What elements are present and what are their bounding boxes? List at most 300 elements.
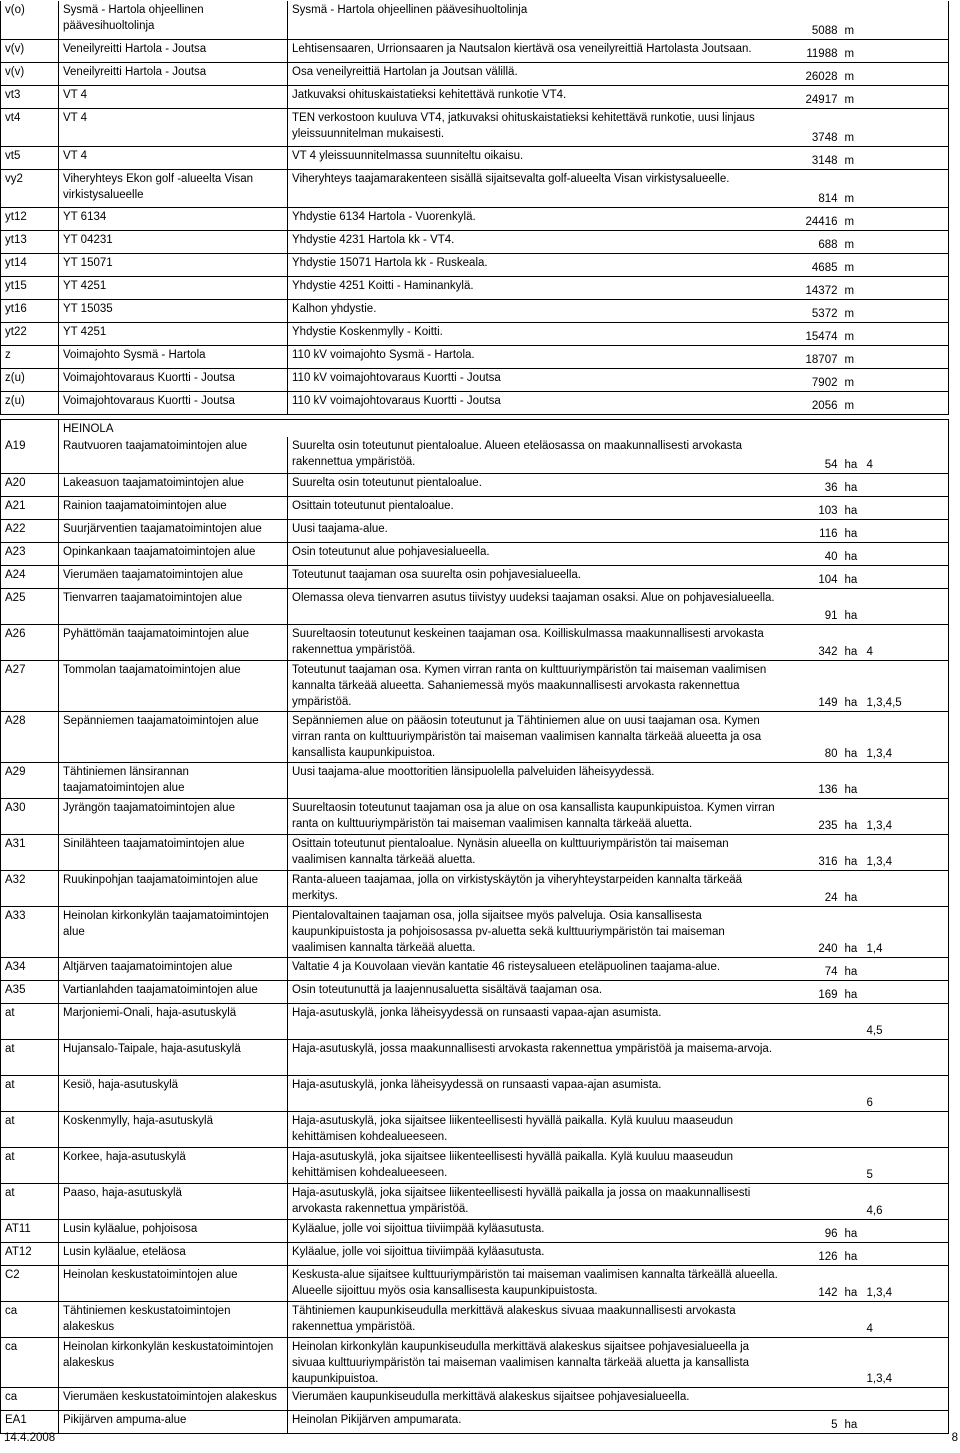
table-row [1, 624, 949, 660]
name-cell: Pyhättömän taajamatoimintojen alue [59, 624, 288, 660]
table-row [1, 870, 949, 906]
unit-cell: m [841, 322, 863, 345]
value-cell [784, 1075, 841, 1111]
code-cell: A31 [1, 834, 59, 870]
name-cell: Voimajohto Sysmä - Hartola [59, 345, 288, 368]
note-cell [863, 1387, 949, 1410]
unit-cell: m [841, 169, 863, 207]
name-cell: Voimajohtovaraus Kuortti - Joutsa [59, 391, 288, 414]
table-row [1, 519, 949, 542]
unit-cell: ha [841, 1242, 863, 1265]
value-cell [784, 1337, 841, 1387]
note-cell: 6 [863, 1075, 949, 1111]
name-cell: Altjärven taajamatoimintojen alue [59, 957, 288, 980]
name-cell: Vierumäen keskustatoimintojen alakeskus [59, 1387, 288, 1410]
value-cell: 15474 [784, 322, 841, 345]
unit-cell: m [841, 391, 863, 414]
name-cell: Paaso, haja-asutuskylä [59, 1183, 288, 1219]
unit-cell: m [841, 207, 863, 230]
code-cell: A27 [1, 660, 59, 711]
table-row [1, 85, 949, 108]
table-row [1, 1337, 949, 1387]
value-cell [784, 1387, 841, 1410]
description-cell: 110 kV voimajohtovaraus Kuortti - Joutsa [288, 391, 784, 414]
table-row [1, 906, 949, 957]
table-row [1, 207, 949, 230]
unit-cell: ha [841, 565, 863, 588]
unit-cell: ha [841, 711, 863, 762]
value-cell: 342 [784, 624, 841, 660]
description-cell: Heinolan Pikijärven ampumarata. [288, 1410, 784, 1433]
code-cell: z(u) [1, 391, 59, 414]
description-cell: Kyläalue, jolle voi sijoittua tiiviimpää kyläasutusta. [288, 1242, 784, 1265]
table-heinola-areas [0, 419, 949, 1434]
table-row [1, 1410, 949, 1433]
description-cell: Haja-asutuskylä, jonka läheisyydessä on runsaasti vapaa-ajan asumista. [288, 1003, 784, 1039]
unit-cell: m [841, 39, 863, 62]
table-row [1, 345, 949, 368]
table-row [1, 1242, 949, 1265]
unit-cell: ha [841, 1410, 863, 1433]
name-cell: Viheryhteys Ekon golf -alueelta Visan virkistysalueelle [59, 169, 288, 207]
name-cell: Heinolan keskustatoimintojen alue [59, 1265, 288, 1301]
unit-cell: ha [841, 1219, 863, 1242]
description-cell: Haja-asutuskylä, jossa maakunnallisesti arvokasta rakennettua ympäristöä ja maisema-arvoja. [288, 1039, 784, 1075]
note-cell [863, 496, 949, 519]
unit-cell [841, 1111, 863, 1147]
table-row [1, 1039, 949, 1075]
value-cell: 240 [784, 906, 841, 957]
name-cell: YT 4251 [59, 276, 288, 299]
name-cell: Sysmä - Hartola ohjeellinen päävesihuoltolinja [59, 1, 288, 39]
unit-cell: ha [841, 870, 863, 906]
value-cell: 40 [784, 542, 841, 565]
code-cell: v(v) [1, 39, 59, 62]
description-cell: Osittain toteutunut pientaloalue. [288, 496, 784, 519]
code-cell: A22 [1, 519, 59, 542]
unit-cell [841, 1039, 863, 1075]
code-cell: yt22 [1, 322, 59, 345]
code-cell: A32 [1, 870, 59, 906]
description-cell: Sysmä - Hartola ohjeellinen päävesihuoltolinja [288, 1, 784, 39]
value-cell: 688 [784, 230, 841, 253]
description-cell: Suurelta osin toteutunut pientaloalue. [288, 473, 784, 496]
code-cell: v(o) [1, 1, 59, 39]
code-cell: A23 [1, 542, 59, 565]
note-cell: 4,6 [863, 1183, 949, 1219]
note-cell: 1,3,4 [863, 1337, 949, 1387]
table-row [1, 1147, 949, 1183]
description-cell: 110 kV voimajohtovaraus Kuortti - Joutsa [288, 368, 784, 391]
note-cell [863, 391, 949, 414]
table-row [1, 299, 949, 322]
table-row [1, 39, 949, 62]
name-cell: Sepänniemen taajamatoimintojen alue [59, 711, 288, 762]
unit-cell: m [841, 253, 863, 276]
description-cell: Yhdystie 15071 Hartola kk - Ruskeala. [288, 253, 784, 276]
unit-cell: ha [841, 542, 863, 565]
note-cell [863, 85, 949, 108]
description-cell: Yhdystie 4251 Koitti - Haminankylä. [288, 276, 784, 299]
table-row [1, 1003, 949, 1039]
unit-cell: m [841, 345, 863, 368]
value-cell: 14372 [784, 276, 841, 299]
note-cell: 5 [863, 1147, 949, 1183]
note-cell: 1,4 [863, 906, 949, 957]
code-cell: at [1, 1111, 59, 1147]
code-cell: vt5 [1, 146, 59, 169]
description-cell: Suurelta osin toteutunut pientaloalue. Alueen eteläosassa on maakunnallisesti arvokasta rakennettua ympäristöä. [288, 437, 784, 473]
note-cell [863, 1039, 949, 1075]
note-cell [863, 322, 949, 345]
table-row [1, 762, 949, 798]
name-cell: Suurjärventien taajamatoimintojen alue [59, 519, 288, 542]
table-row [1, 1, 949, 39]
value-cell: 36 [784, 473, 841, 496]
table-row [1, 1387, 949, 1410]
description-cell: Suureltaosin toteutunut taajaman osa ja alue on osa kansallista kaupunkipuistoa. Kymen virran ranta on kulttuuriympäristön tai maiseman vaalimisen kannalta tärkeää aluetta. [288, 798, 784, 834]
name-cell: Heinolan kirkonkylän taajamatoimintojen alue [59, 906, 288, 957]
unit-cell [841, 1003, 863, 1039]
code-cell: at [1, 1075, 59, 1111]
name-cell: Kesiö, haja-asutuskylä [59, 1075, 288, 1111]
table-linear-features [0, 1, 949, 415]
unit-cell [841, 1301, 863, 1337]
name-cell: Lusin kyläalue, eteläosa [59, 1242, 288, 1265]
unit-cell: ha [841, 437, 863, 473]
value-cell [784, 1147, 841, 1183]
name-cell: Jyrängön taajamatoimintojen alue [59, 798, 288, 834]
table-row [1, 1265, 949, 1301]
description-cell: Jatkuvaksi ohituskaistatieksi kehitettävä runkotie VT4. [288, 85, 784, 108]
table-row [1, 834, 949, 870]
code-cell: C2 [1, 1265, 59, 1301]
unit-cell: ha [841, 798, 863, 834]
value-cell: 3748 [784, 108, 841, 146]
code-cell: at [1, 1147, 59, 1183]
code-cell: v(v) [1, 62, 59, 85]
value-cell: 3148 [784, 146, 841, 169]
unit-cell [841, 1183, 863, 1219]
code-cell: yt16 [1, 299, 59, 322]
value-cell: 74 [784, 957, 841, 980]
code-cell: A19 [1, 437, 59, 473]
unit-cell: ha [841, 624, 863, 660]
note-cell [863, 253, 949, 276]
value-cell: 142 [784, 1265, 841, 1301]
table-row [1, 542, 949, 565]
code-cell: EA1 [1, 1410, 59, 1433]
note-cell [863, 1410, 949, 1433]
table-row [1, 980, 949, 1003]
name-cell: Pikijärven ampuma-alue [59, 1410, 288, 1433]
description-cell: Osin toteutunut alue pohjavesialueella. [288, 542, 784, 565]
value-cell: 91 [784, 588, 841, 624]
description-cell: Toteutunut taajaman osa suurelta osin pohjavesialueella. [288, 565, 784, 588]
code-cell: yt14 [1, 253, 59, 276]
description-cell: 110 kV voimajohto Sysmä - Hartola. [288, 345, 784, 368]
table-row [1, 391, 949, 414]
description-cell: TEN verkostoon kuuluva VT4, jatkuvaksi ohituskaistatieksi kehitettävä runkotie, uusi linjaus yleissuunnitelman mukaisesti. [288, 108, 784, 146]
description-cell: Haja-asutuskylä, jonka läheisyydessä on runsaasti vapaa-ajan asumista. [288, 1075, 784, 1111]
name-cell: Tienvarren taajamatoimintojen alue [59, 588, 288, 624]
footer-date: 14.4.2008 [4, 1432, 56, 1444]
description-cell: Ranta-alueen taajamaa, jolla on virkistyskäytön ja viheryhteystarpeiden kannalta tärkeää merkitys. [288, 870, 784, 906]
code-cell: A30 [1, 798, 59, 834]
note-cell [863, 299, 949, 322]
value-cell: 26028 [784, 62, 841, 85]
description-cell: Yhdystie 4231 Hartola kk - VT4. [288, 230, 784, 253]
note-cell: 1,3,4,5 [863, 660, 949, 711]
description-cell: Yhdystie 6134 Hartola - Vuorenkylä. [288, 207, 784, 230]
name-cell: YT 04231 [59, 230, 288, 253]
code-cell: A34 [1, 957, 59, 980]
name-cell: Rautvuoren taajamatoimintojen alue [59, 437, 288, 473]
description-cell: Uusi taajama-alue. [288, 519, 784, 542]
note-cell [863, 345, 949, 368]
code-cell: A33 [1, 906, 59, 957]
code-cell: A29 [1, 762, 59, 798]
description-cell: Uusi taajama-alue moottoritien länsipuolella palveluiden läheisyydessä. [288, 762, 784, 798]
value-cell: 169 [784, 980, 841, 1003]
note-cell: 1,3,4 [863, 798, 949, 834]
description-cell: Kyläalue, jolle voi sijoittua tiiviimpää kyläasutusta. [288, 1219, 784, 1242]
code-cell: vy2 [1, 169, 59, 207]
value-cell [784, 1111, 841, 1147]
value-cell: 316 [784, 834, 841, 870]
note-cell [863, 588, 949, 624]
name-cell: Vierumäen taajamatoimintojen alue [59, 565, 288, 588]
unit-cell: m [841, 299, 863, 322]
value-cell: 24416 [784, 207, 841, 230]
name-cell: Marjoniemi-Onali, haja-asutuskylä [59, 1003, 288, 1039]
name-cell: Sinilähteen taajamatoimintojen alue [59, 834, 288, 870]
value-cell: 814 [784, 169, 841, 207]
code-cell: yt12 [1, 207, 59, 230]
note-cell: 1,3,4 [863, 1265, 949, 1301]
value-cell: 2056 [784, 391, 841, 414]
unit-cell: m [841, 85, 863, 108]
description-cell: Toteutunut taajaman osa. Kymen virran ranta on kulttuuriympäristön tai maiseman vaalimisen kannalta tärkeää alueetta. Sahaniemessä myös maakunnallisesti arvokasta rakennettua ympäristöä. [288, 660, 784, 711]
name-cell: YT 6134 [59, 207, 288, 230]
value-cell: 149 [784, 660, 841, 711]
name-cell: Vartianlahden taajamatoimintojen alue [59, 980, 288, 1003]
table-row [1, 1111, 949, 1147]
note-cell: 4 [863, 437, 949, 473]
name-cell: Hujansalo-Taipale, haja-asutuskylä [59, 1039, 288, 1075]
value-cell: 5088 [784, 1, 841, 39]
name-cell: Korkee, haja-asutuskylä [59, 1147, 288, 1183]
description-cell: Tähtiniemen kaupunkiseudulla merkittävä alakeskus sivuaa maakunnallisesti arvokasta rakennettua ympäristöä. [288, 1301, 784, 1337]
code-cell: AT12 [1, 1242, 59, 1265]
table-row [1, 169, 949, 207]
value-cell: 80 [784, 711, 841, 762]
description-cell: Keskusta-alue sijaitsee kulttuuriympäristön tai maiseman vaalimisen kannalta tärkeällä alueella. Alueelle sijoittuu myös osia kansallisesta kaupunkipuistosta. [288, 1265, 784, 1301]
table-row [1, 957, 949, 980]
value-cell: 24917 [784, 85, 841, 108]
note-cell: 1,3,4 [863, 711, 949, 762]
code-cell: at [1, 1183, 59, 1219]
unit-cell: ha [841, 473, 863, 496]
code-cell: A25 [1, 588, 59, 624]
description-cell: Suureltaosin toteutunut keskeinen taajaman osa. Koilliskulmassa maakunnallisesti arvokasta rakennettua ympäristöä. [288, 624, 784, 660]
table-row [1, 711, 949, 762]
unit-cell: ha [841, 957, 863, 980]
table-row [1, 496, 949, 519]
name-cell: Koskenmylly, haja-asutuskylä [59, 1111, 288, 1147]
code-cell: A21 [1, 496, 59, 519]
name-cell: Voimajohtovaraus Kuortti - Joutsa [59, 368, 288, 391]
table-row [1, 322, 949, 345]
value-cell [784, 1183, 841, 1219]
name-cell: Opinkankaan taajamatoimintojen alue [59, 542, 288, 565]
value-cell: 5372 [784, 299, 841, 322]
name-cell: VT 4 [59, 146, 288, 169]
table-row [1, 1219, 949, 1242]
note-cell: 4,5 [863, 1003, 949, 1039]
section-header-row [1, 420, 949, 438]
name-cell: Tähtiniemen länsirannan taajamatoimintojen alue [59, 762, 288, 798]
table-row [1, 565, 949, 588]
code-cell: AT11 [1, 1219, 59, 1242]
description-cell: Kalhon yhdystie. [288, 299, 784, 322]
note-cell [863, 1, 949, 39]
note-cell [863, 542, 949, 565]
unit-cell: ha [841, 660, 863, 711]
value-cell: 18707 [784, 345, 841, 368]
table-row [1, 660, 949, 711]
table-row [1, 1075, 949, 1111]
name-cell: Lusin kyläalue, pohjoisosa [59, 1219, 288, 1242]
note-cell [863, 565, 949, 588]
note-cell [863, 146, 949, 169]
unit-cell [841, 1147, 863, 1183]
name-cell: YT 15035 [59, 299, 288, 322]
note-cell [863, 762, 949, 798]
code-cell: ca [1, 1337, 59, 1387]
code-cell: vt3 [1, 85, 59, 108]
name-cell: YT 4251 [59, 322, 288, 345]
table-row [1, 108, 949, 146]
table-row [1, 253, 949, 276]
name-cell: Tommolan taajamatoimintojen alue [59, 660, 288, 711]
table-row [1, 1183, 949, 1219]
table-row [1, 437, 949, 473]
code-cell: A26 [1, 624, 59, 660]
note-cell [863, 169, 949, 207]
code-cell: yt13 [1, 230, 59, 253]
table-row [1, 230, 949, 253]
value-cell: 11988 [784, 39, 841, 62]
description-cell: Viheryhteys taajamarakenteen sisällä sijaitsevalta golf-alueelta Visan virkistysalueelle. [288, 169, 784, 207]
code-cell: A28 [1, 711, 59, 762]
note-cell [863, 957, 949, 980]
name-cell: Veneilyreitti Hartola - Joutsa [59, 62, 288, 85]
description-cell: Osa veneilyreittiä Hartolan ja Joutsan välillä. [288, 62, 784, 85]
note-cell [863, 1242, 949, 1265]
unit-cell: ha [841, 906, 863, 957]
note-cell [863, 519, 949, 542]
note-cell [863, 473, 949, 496]
code-cell: A24 [1, 565, 59, 588]
note-cell: 1,3,4 [863, 834, 949, 870]
description-cell: Haja-asutuskylä, joka sijaitsee liikenteellisesti hyvällä paikalla. Kylä kuuluu maaseudun kehittämisen kohdealueeseen. [288, 1111, 784, 1147]
note-cell: 4 [863, 624, 949, 660]
note-cell [863, 62, 949, 85]
description-cell: Osittain toteutunut pientaloalue. Nynäsin alueella on kulttuuriympäristön tai maiseman vaalimisen kannalta tärkeää aluetta. [288, 834, 784, 870]
page-number: 8 [951, 1432, 958, 1444]
value-cell [784, 1003, 841, 1039]
description-cell: Heinolan kirkonkylän kaupunkiseudulla merkittävä alakeskus sijaitsee pohjavesialueella ja sivuaa kulttuuriympäristön tai maiseman vaalimisen kannalta tärkeää aluetta ja kansallista kaupunkipuistoa. [288, 1337, 784, 1387]
unit-cell [841, 1337, 863, 1387]
description-cell: Haja-asutuskylä, joka sijaitsee liikenteellisesti hyvällä paikalla. Kylä kuuluu maaseudun kehittämisen kohdealueeseen. [288, 1147, 784, 1183]
code-cell: A20 [1, 473, 59, 496]
table-row [1, 62, 949, 85]
note-cell [863, 108, 949, 146]
name-cell: Heinolan kirkonkylän keskustatoimintojen alakeskus [59, 1337, 288, 1387]
unit-cell: ha [841, 762, 863, 798]
code-cell: at [1, 1003, 59, 1039]
table-row [1, 473, 949, 496]
description-cell: Valtatie 4 ja Kouvolaan vievän kantatie 46 risteysalueen eteläpuolinen taajama-alue. [288, 957, 784, 980]
code-cell: z(u) [1, 368, 59, 391]
name-cell: Rainion taajamatoimintojen alue [59, 496, 288, 519]
note-cell [863, 1219, 949, 1242]
description-cell: Sepänniemen alue on pääosin toteutunut ja Tähtiniemen alue on uusi taajaman osa. Kymen virran ranta on kulttuuriympäristön tai maiseman vaalimisen kannalta tärkeää alueetta ja osa kansallista kaupunkipuistoa. [288, 711, 784, 762]
unit-cell [841, 1075, 863, 1111]
table-row [1, 146, 949, 169]
description-cell: Lehtisensaaren, Urrionsaaren ja Nautsalon kiertävä osa veneilyreittiä Hartolasta Joutsaan. [288, 39, 784, 62]
value-cell: 126 [784, 1242, 841, 1265]
section-title: HEINOLA [59, 420, 288, 438]
value-cell: 54 [784, 437, 841, 473]
name-cell: Lakeasuon taajamatoimintojen alue [59, 473, 288, 496]
code-cell: z [1, 345, 59, 368]
description-cell: Olemassa oleva tienvarren asutus tiivistyy uudeksi taajaman osaksi. Alue on pohjavesialueella. [288, 588, 784, 624]
code-cell: ca [1, 1387, 59, 1410]
description-cell: Yhdystie Koskenmylly - Koitti. [288, 322, 784, 345]
unit-cell: ha [841, 588, 863, 624]
unit-cell: m [841, 368, 863, 391]
value-cell: 7902 [784, 368, 841, 391]
unit-cell: m [841, 108, 863, 146]
name-cell: Ruukinpohjan taajamatoimintojen alue [59, 870, 288, 906]
note-cell [863, 980, 949, 1003]
note-cell [863, 870, 949, 906]
table-row [1, 1301, 949, 1337]
description-cell: VT 4 yleissuunnitelmassa suunniteltu oikaisu. [288, 146, 784, 169]
value-cell [784, 1039, 841, 1075]
value-cell: 235 [784, 798, 841, 834]
description-cell: Osin toteutunuttä ja laajennusaluetta sisältävä taajaman osa. [288, 980, 784, 1003]
unit-cell: m [841, 230, 863, 253]
table-row [1, 798, 949, 834]
description-cell: Haja-asutuskylä, joka sijaitsee liikenteellisesti hyvällä paikalla ja jossa on maakunnallisesti arvokasta rakennettua ympäristöä. [288, 1183, 784, 1219]
description-cell: Vierumäen kaupunkiseudulla merkittävä alakeskus sijaitsee pohjavesialueella. [288, 1387, 784, 1410]
note-cell [863, 276, 949, 299]
table-row [1, 588, 949, 624]
note-cell [863, 1111, 949, 1147]
note-cell: 4 [863, 1301, 949, 1337]
unit-cell: m [841, 146, 863, 169]
code-cell: A35 [1, 980, 59, 1003]
value-cell: 104 [784, 565, 841, 588]
code-cell: vt4 [1, 108, 59, 146]
name-cell: VT 4 [59, 85, 288, 108]
name-cell: Veneilyreitti Hartola - Joutsa [59, 39, 288, 62]
unit-cell: m [841, 276, 863, 299]
unit-cell: ha [841, 519, 863, 542]
